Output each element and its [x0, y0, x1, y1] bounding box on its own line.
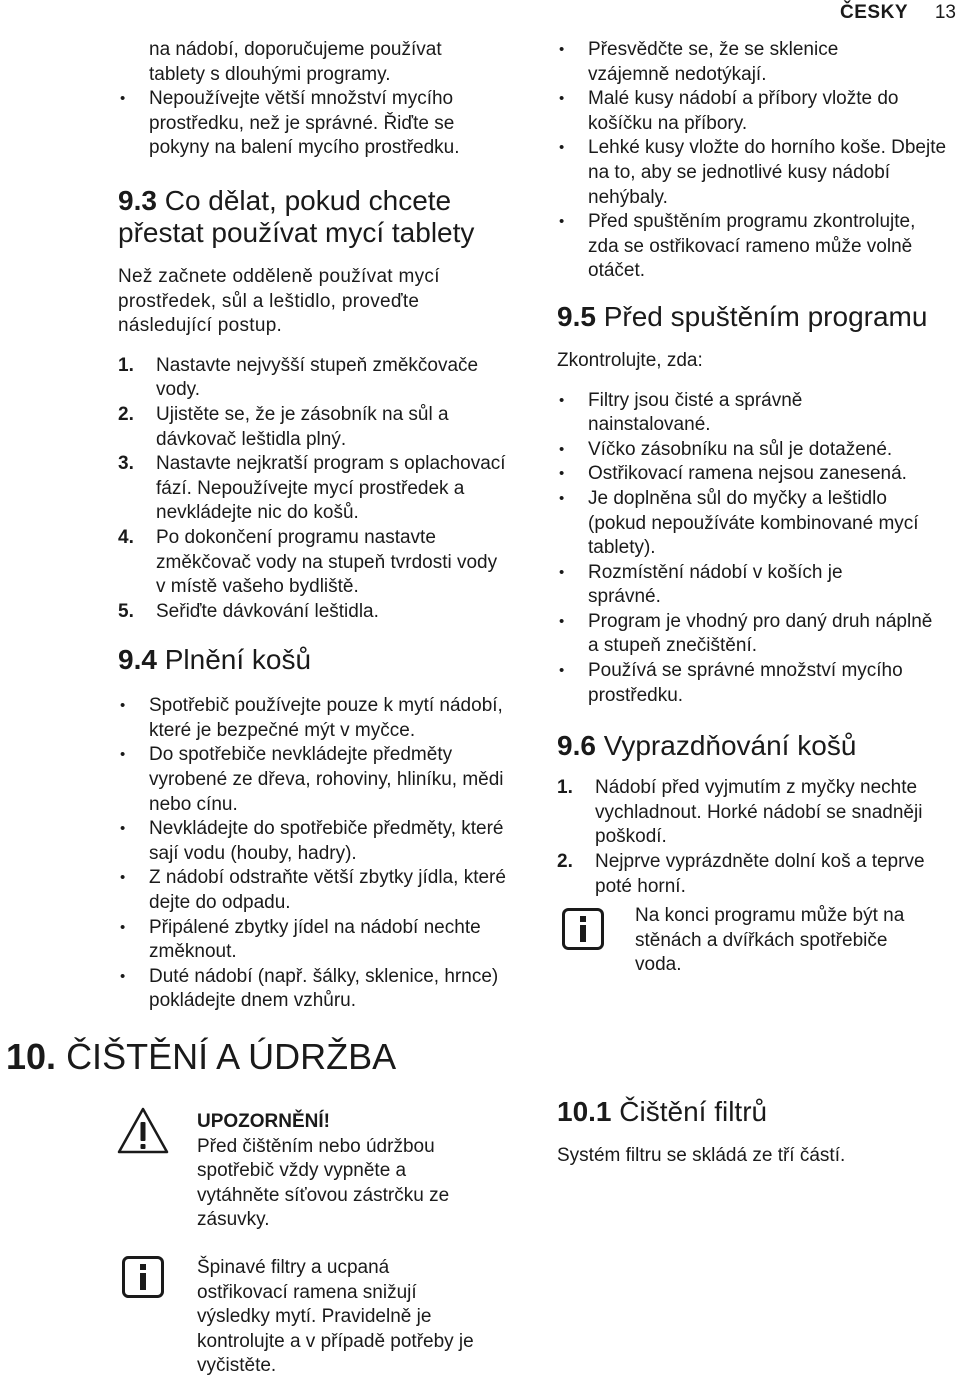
list-item: • Program je vhodný pro daný druh náplně a stupeň znečištění. — [557, 610, 948, 659]
list-item: • Před spuštěním programu zkontrolujte, zda se ostřikovací rameno může volně otáčet. — [557, 210, 918, 284]
continued-text: na nádobí, doporučujeme používat tablety s dlouhými programy. — [149, 39, 442, 85]
list-item: • Víčko zásobníku na sůl je dotažené. — [557, 438, 957, 463]
left-column — [118, 38, 538, 1014]
list-item: • Filtry jsou čisté a správně nainstalované. — [557, 389, 838, 438]
list-item: • Lehké kusy vložte do horního koše. Dbejte na to, aby se jednotlivé kusy nádobí nehýbaly. — [557, 136, 958, 210]
right-column — [557, 38, 957, 899]
list-item: • Spotřebič používejte pouze k mytí nádobí, které je bezpečné mýt v myčce. — [118, 694, 518, 743]
section-9-4-title: 9.4 Plnění košů — [118, 644, 312, 676]
section-9-3-intro: Než začnete odděleně používat mycí prostředek, sůl a leštidlo, proveďte následující postup. — [118, 265, 440, 337]
warning-title: UPOZORNĚNÍ! — [197, 1111, 330, 1132]
list-item: • Nevkládejte do spotřebiče předměty, které sají vodu (houby, hadry). — [118, 817, 518, 866]
step-1: 1. Nádobí před vyjmutím z myčky nechte vychladnout. Horké nádobí se snadněji poškodí. — [557, 777, 923, 848]
section-9-3-steps — [118, 354, 508, 625]
warning-note — [116, 1106, 496, 1236]
list-item: • Používá se správné množství mycího prostředku. — [557, 659, 960, 708]
section-9-3-title: 9.3 Co dělat, pokud chcete přestat používat mycí tablety — [118, 184, 475, 248]
language-label: ČESKY — [840, 2, 908, 23]
left-top-bullets — [118, 87, 518, 161]
list-item: • Rozmístění nádobí v koších je správné. — [557, 561, 918, 610]
warning-triangle-icon — [116, 1106, 170, 1156]
info-icon — [122, 1256, 164, 1298]
section-9-6-steps — [557, 776, 955, 899]
list-item: • Malé kusy nádobí a příbory vložte do košíčku na příbory. — [557, 87, 958, 136]
list-item: • Do spotřebiče nevkládejte předměty vyrobené ze dřeva, rohoviny, hliníku, mědi nebo cínu. — [118, 743, 518, 817]
right-top-bullets — [557, 38, 947, 284]
list-item: • Z nádobí odstraňte větší zbytky jídla, které dejte do odpadu. — [118, 866, 518, 915]
section-10-1-text: Systém filtru se skládá ze tří částí. — [557, 1145, 846, 1166]
section-9-5-bullets — [557, 389, 957, 709]
step-2: 2. Nejprve vyprázdněte dolní koš a teprve poté horní. — [557, 851, 925, 897]
page-header — [660, 2, 960, 28]
warning-text: Před čištěním nebo údržbou spotřebič vždy vypněte a vytáhněte síťovou zástrčku ze zásuvky. — [197, 1135, 450, 1231]
section-10-1 — [557, 1096, 947, 1169]
info-icon — [562, 908, 604, 950]
section-9-5-intro: Zkontrolujte, zda: — [557, 349, 703, 371]
section-9-5-title: 9.5 Před spuštěním programu — [557, 300, 928, 332]
info-note-water — [562, 906, 952, 986]
page-number: 13 — [934, 2, 956, 23]
list-item: • Připálené zbytky jídel na nádobí nechte změknout. — [118, 916, 518, 965]
chapter-10-title: 10. ČIŠTĚNÍ A ÚDRŽBA — [6, 1036, 397, 1077]
section-9-6-title: 9.6 Vyprazdňování košů — [557, 730, 857, 762]
step-4: 4. Po dokončení programu nastavte změkčovač vody na stupeň tvrdosti vody v místě vašeho bydliště. — [118, 526, 498, 598]
list-item: • Ostřikovací ramena nejsou zanesená. — [557, 462, 957, 487]
list-item: • Je doplněna sůl do myčky a leštidlo (pokud nepoužíváte kombinované mycí tablety). — [557, 487, 948, 561]
info-filters-text: Špinavé filtry a ucpaná ostřikovací ramena snižují výsledky mytí. Pravidelně je kontrolujte a v případě potřeby je vyčistěte. — [197, 1257, 474, 1377]
info-note-filters — [122, 1256, 502, 1380]
section-9-4-bullets — [118, 694, 518, 1014]
step-1: 1. Nastavte nejvyšší stupeň změkčovače vody. — [118, 354, 479, 401]
info-water-text: Na konci programu může být na stěnách a dvířkách spotřebiče voda. — [635, 905, 905, 976]
list-item: • Duté nádobí (např. šálky, sklenice, hrnce) pokládejte dnem vzhůru. — [118, 965, 518, 1014]
list-item: • Přesvědčte se, že se sklenice vzájemně nedotýkají. — [557, 38, 848, 87]
section-10-1-title: 10.1 Čištění filtrů — [557, 1096, 768, 1127]
list-item: • Nepoužívejte větší množství mycího prostředku, než je správné. Řiďte se pokyny na balení mycího prostředku. — [118, 87, 518, 161]
step-2: 2. Ujistěte se, že je zásobník na sůl a dávkovač leštidla plný. — [118, 403, 449, 450]
step-3: 3. Nastavte nejkratší program s oplachovací fází. Nepoužívejte mycí prostředek a nevkládejte nic do košů. — [118, 453, 506, 524]
step-5: 5. Seřiďte dávkování leštidla. — [118, 600, 379, 622]
